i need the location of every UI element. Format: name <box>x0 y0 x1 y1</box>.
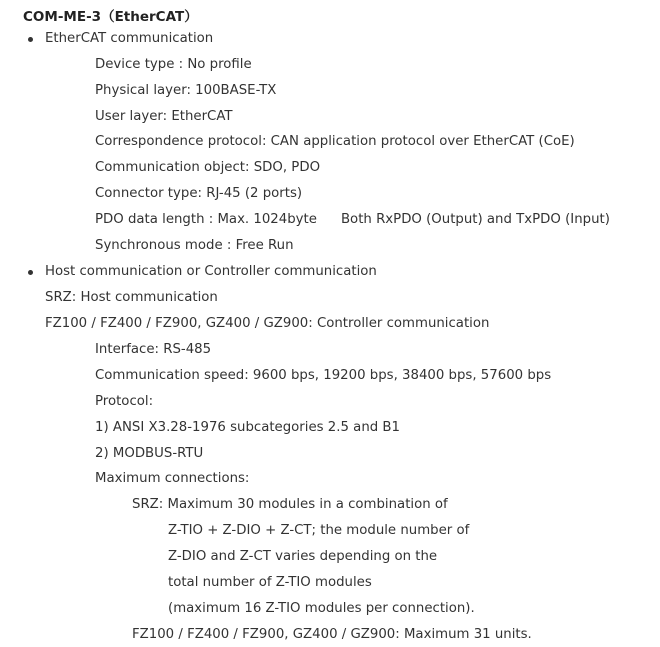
srz-host-text: SRZ: Host communication <box>45 290 218 305</box>
fz-controller-text: FZ100 / FZ400 / FZ900, GZ400 / GZ900: Controller communication <box>45 316 490 331</box>
user-layer-text: User layer: EtherCAT <box>95 109 233 124</box>
srz-max-line-2: Z-TIO + Z-DIO + Z-CT; the module number of <box>168 523 470 538</box>
sync-mode-text: Synchronous mode : Free Run <box>95 238 294 253</box>
ethercat-bullet-label: EtherCAT communication <box>45 31 214 46</box>
section-heading: COM-ME-3（EtherCAT） <box>23 9 198 25</box>
comm-speed-text: Communication speed: 9600 bps, 19200 bps, 38400 bps, 57600 bps <box>95 368 552 383</box>
srz-max-line-4: total number of Z-TIO modules <box>168 575 372 590</box>
bullet-icon <box>28 270 33 275</box>
bullet-icon <box>28 37 33 42</box>
comm-object-text: Communication object: SDO, PDO <box>95 160 321 175</box>
device-type-text: Device type : No profile <box>95 57 252 72</box>
physical-layer-text: Physical layer: 100BASE-TX <box>95 83 277 98</box>
max-connections-label: Maximum connections: <box>95 471 250 486</box>
pdo-length-text: PDO data length : Max. 1024byte <box>95 212 317 227</box>
pdo-length-row <box>95 211 610 229</box>
pdo-note-text: Both RxPDO (Output) and TxPDO (Input) <box>340 212 610 227</box>
srz-max-line-1: SRZ: Maximum 30 modules in a combination of <box>132 497 448 512</box>
fz-max-text: FZ100 / FZ400 / FZ900, GZ400 / GZ900: Maximum 31 units. <box>132 627 532 642</box>
host-bullet-label: Host communication or Controller communication <box>45 264 377 279</box>
protocol-item-1: 1) ANSI X3.28-1976 subcategories 2.5 and B1 <box>95 420 401 435</box>
protocol-item-2: 2) MODBUS-RTU <box>95 446 204 461</box>
interface-text: Interface: RS-485 <box>95 342 212 357</box>
connector-type-text: Connector type: RJ-45 (2 ports) <box>95 186 303 201</box>
protocol-label: Protocol: <box>95 394 154 409</box>
srz-max-line-5: (maximum 16 Z-TIO modules per connection). <box>168 601 475 616</box>
srz-max-line-3: Z-DIO and Z-CT varies depending on the <box>168 549 438 564</box>
protocol-text: Correspondence protocol: CAN application protocol over EtherCAT (CoE) <box>95 134 575 149</box>
